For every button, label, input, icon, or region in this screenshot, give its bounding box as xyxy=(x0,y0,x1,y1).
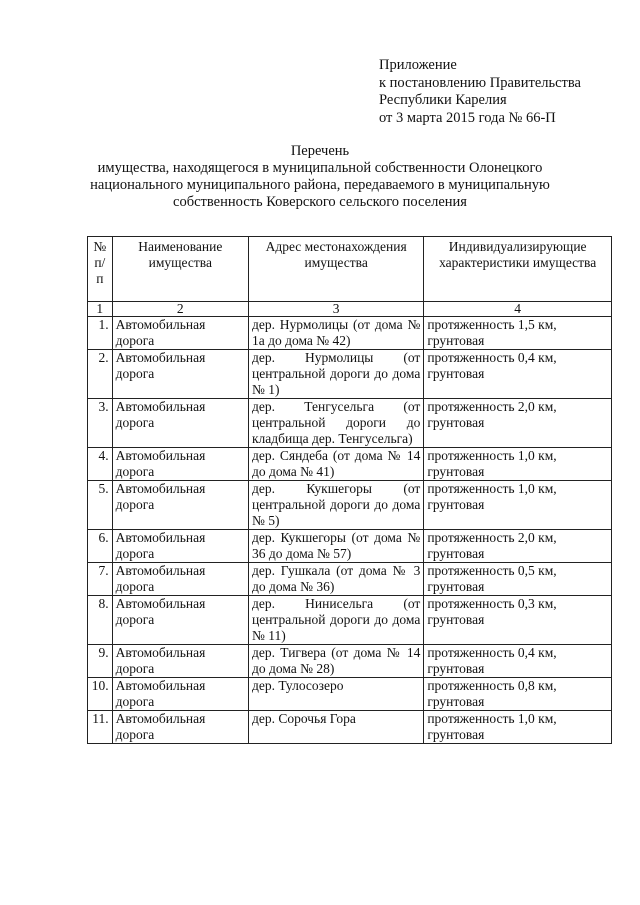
table-row xyxy=(88,711,612,744)
table-row xyxy=(88,317,612,350)
title-heading: Перечень xyxy=(290,143,350,159)
table-row xyxy=(88,596,612,645)
row-characteristics: протяженность 0,5 км, грунтовая xyxy=(424,563,612,596)
row-name: Автомобильная дорога xyxy=(112,711,248,744)
header-address: Адрес местонахождения имущества xyxy=(248,237,423,302)
table-row xyxy=(88,530,612,563)
table-row xyxy=(88,645,612,678)
row-characteristics: протяженность 2,0 км, грунтовая xyxy=(424,530,612,563)
row-characteristics: протяженность 1,0 км, грунтовая xyxy=(424,481,612,530)
row-characteristics: протяженность 1,0 км, грунтовая xyxy=(424,448,612,481)
row-name: Автомобильная дорога xyxy=(112,563,248,596)
row-number: 9. xyxy=(88,645,113,678)
row-address: дер. Тулосозеро xyxy=(248,678,423,711)
row-name: Автомобильная дорога xyxy=(112,678,248,711)
row-address: дер. Гушкала (от дома № 3 до дома № 36) xyxy=(248,563,423,596)
annex-line-1: Приложение xyxy=(379,57,457,73)
row-characteristics: протяженность 0,4 км, грунтовая xyxy=(424,350,612,399)
property-table xyxy=(87,236,612,744)
column-number-row xyxy=(88,302,612,317)
row-characteristics: протяженность 2,0 км, грунтовая xyxy=(424,399,612,448)
row-address: дер. Кукшегоры (от дома № 36 до дома № 57) xyxy=(248,530,423,563)
row-characteristics: протяженность 0,8 км, грунтовая xyxy=(424,678,612,711)
row-characteristics: протяженность 1,0 км, грунтовая xyxy=(424,711,612,744)
row-address: дер. Тенгусельга (от центральной дороги до кладбища дер. Тенгусельга) xyxy=(248,399,423,448)
row-number: 3. xyxy=(88,399,113,448)
header-characteristics: Индивидуализирующие характеристики имущества xyxy=(424,237,612,302)
table-row xyxy=(88,678,612,711)
row-number: 11. xyxy=(88,711,113,744)
annex-line-3: Республики Карелия xyxy=(379,92,507,108)
header-name: Наименование имущества xyxy=(112,237,248,302)
row-characteristics: протяженность 1,5 км, грунтовая xyxy=(424,317,612,350)
row-number: 7. xyxy=(88,563,113,596)
row-address: дер. Сяндеба (от дома № 14 до дома № 41) xyxy=(248,448,423,481)
row-name: Автомобильная дорога xyxy=(112,350,248,399)
row-address: дер. Нурмолицы (от дома № 1а до дома № 42) xyxy=(248,317,423,350)
table-row xyxy=(88,399,612,448)
column-number: 4 xyxy=(424,302,612,317)
table-row xyxy=(88,563,612,596)
row-name: Автомобильная дорога xyxy=(112,645,248,678)
row-name: Автомобильная дорога xyxy=(112,596,248,645)
table-row xyxy=(88,448,612,481)
annex-line-4: от 3 марта 2015 года № 66-П xyxy=(379,109,556,126)
annex-line-2: к постановлению Правительства xyxy=(379,74,581,91)
annex-block xyxy=(379,57,581,127)
row-number: 8. xyxy=(88,596,113,645)
row-name: Автомобильная дорога xyxy=(112,317,248,350)
title-text: имущества, находящегося в муниципальной собственности Олонецкого национального муниципального района, передаваемого в муниципальную собственность Коверского сельского поселения xyxy=(90,160,550,210)
table-row xyxy=(88,350,612,399)
row-characteristics: протяженность 0,3 км, грунтовая xyxy=(424,596,612,645)
row-name: Автомобильная дорога xyxy=(112,399,248,448)
row-characteristics: протяженность 0,4 км, грунтовая xyxy=(424,645,612,678)
column-number: 3 xyxy=(248,302,423,317)
column-number: 2 xyxy=(112,302,248,317)
row-address: дер. Нурмолицы (от центральной дороги до дома № 1) xyxy=(248,350,423,399)
row-name: Автомобильная дорога xyxy=(112,448,248,481)
row-number: 4. xyxy=(88,448,113,481)
row-number: 1. xyxy=(88,317,113,350)
row-address: дер. Нинисельга (от центральной дороги до дома № 11) xyxy=(248,596,423,645)
row-name: Автомобильная дорога xyxy=(112,530,248,563)
row-address: дер. Тигвера (от дома № 14 до дома № 28) xyxy=(248,645,423,678)
header-number: № п/п xyxy=(88,237,113,302)
row-address: дер. Сорочья Гора xyxy=(248,711,423,744)
row-name: Автомобильная дорога xyxy=(112,481,248,530)
row-number: 6. xyxy=(88,530,113,563)
row-address: дер. Кукшегоры (от центральной дороги до дома № 5) xyxy=(248,481,423,530)
row-number: 2. xyxy=(88,350,113,399)
document-title xyxy=(60,143,580,211)
row-number: 5. xyxy=(88,481,113,530)
column-number: 1 xyxy=(88,302,113,317)
table-row xyxy=(88,481,612,530)
row-number: 10. xyxy=(88,678,113,711)
header-row xyxy=(88,237,612,302)
